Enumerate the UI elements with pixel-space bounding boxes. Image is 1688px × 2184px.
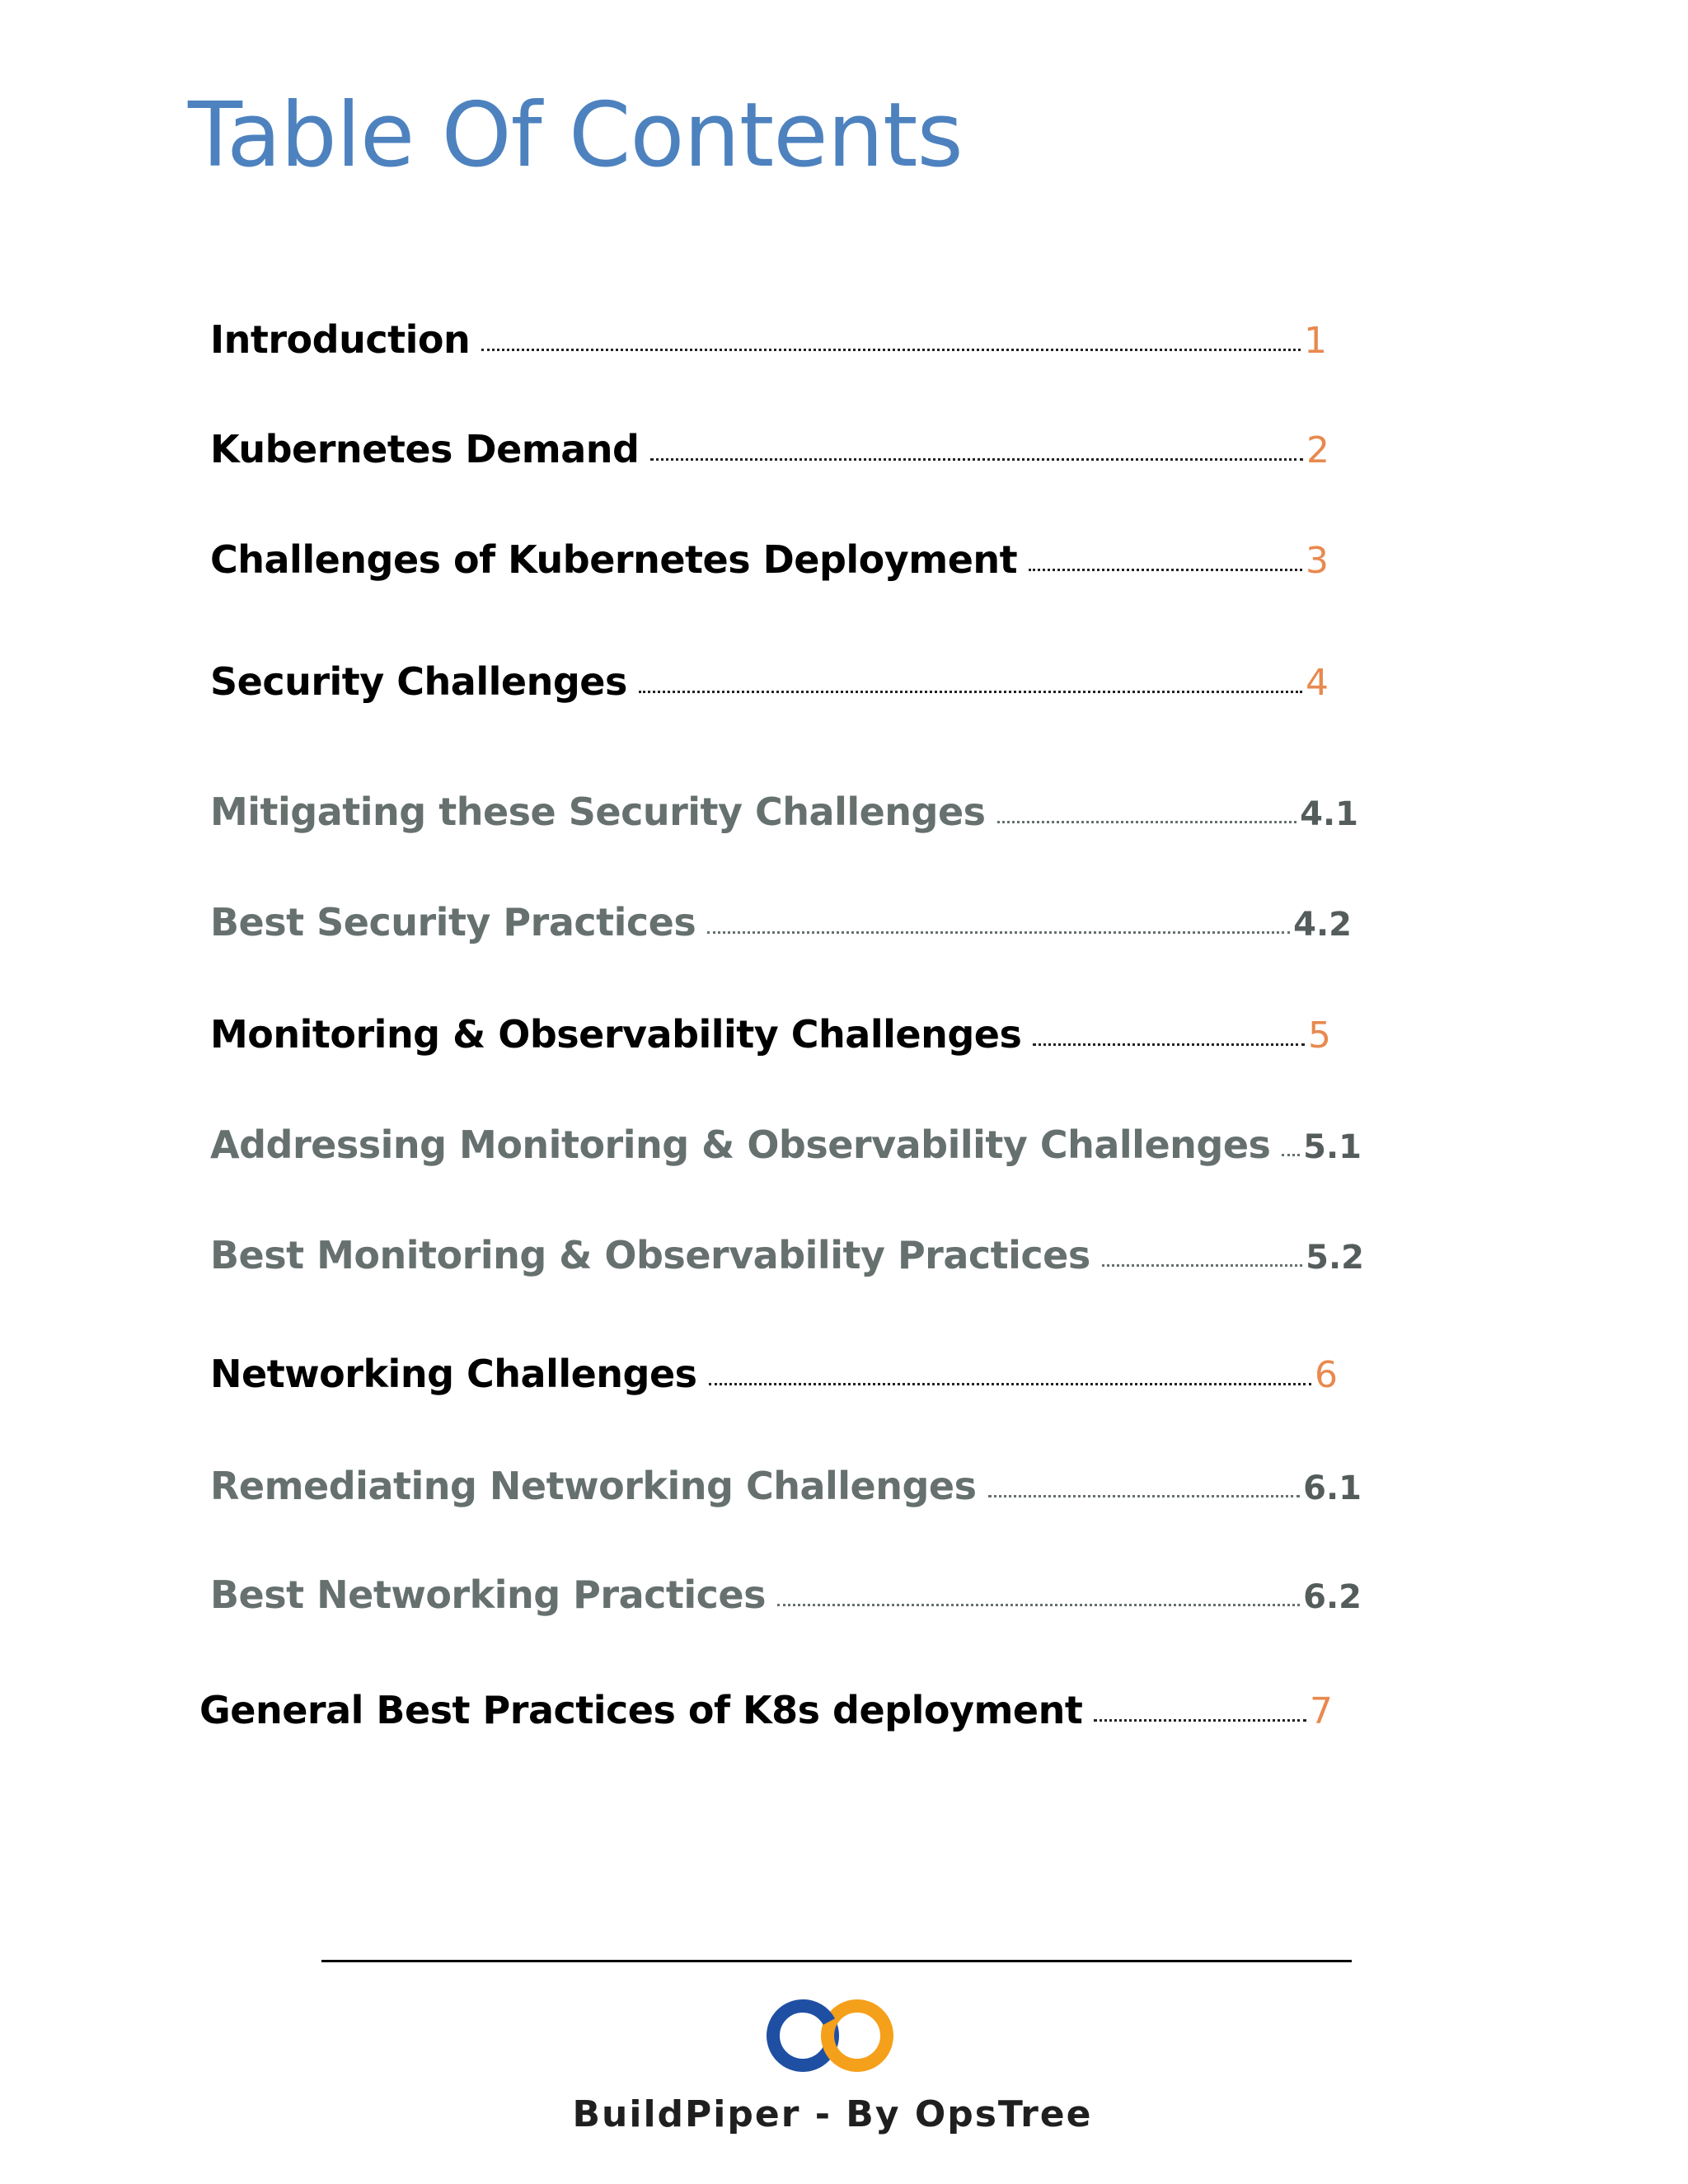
toc-page-number: 5.2 xyxy=(1306,1239,1364,1277)
dot-leader xyxy=(988,1495,1301,1497)
dot-leader xyxy=(1094,1719,1306,1722)
toc-subentry-addressing-monitoring[interactable] xyxy=(210,1122,1362,1175)
toc-entry-label: Introduction xyxy=(210,317,471,362)
toc-page-number: 4.1 xyxy=(1300,795,1358,833)
toc-entry-label: Best Security Practices xyxy=(210,900,696,944)
page-title: Table Of Contents xyxy=(188,84,963,187)
toc-entry-label: Best Networking Practices xyxy=(210,1572,766,1617)
toc-entry-label: Kubernetes Demand xyxy=(210,427,640,471)
toc-entry-label: Mitigating these Security Challenges xyxy=(210,790,986,834)
dot-leader xyxy=(1282,1154,1300,1156)
toc-entry-label: Networking Challenges xyxy=(210,1352,697,1396)
toc-page-number: 5.1 xyxy=(1303,1128,1362,1166)
toc-entry-general-best-practices[interactable] xyxy=(199,1688,1333,1741)
dot-leader xyxy=(1102,1264,1302,1267)
dot-leader xyxy=(777,1604,1300,1606)
toc-page-number: 2 xyxy=(1306,429,1329,471)
toc-entry-label: Challenges of Kubernetes Deployment xyxy=(210,537,1018,582)
footer-divider xyxy=(321,1960,1352,1962)
toc-page-number: 6.1 xyxy=(1303,1469,1362,1507)
toc-subentry-remediating-networking[interactable] xyxy=(210,1464,1362,1516)
toc-entry-kubernetes-demand[interactable] xyxy=(210,427,1329,480)
dot-leader xyxy=(1033,1043,1305,1046)
dot-leader xyxy=(481,349,1301,351)
toc-entry-label: Best Monitoring & Observability Practices xyxy=(210,1233,1090,1277)
dot-leader xyxy=(707,931,1290,934)
toc-subentry-mitigating-security[interactable] xyxy=(210,790,1358,842)
toc-page-number: 6.2 xyxy=(1303,1578,1362,1616)
toc-subentry-best-networking[interactable] xyxy=(210,1572,1362,1625)
toc-entry-security-challenges[interactable] xyxy=(210,659,1329,712)
toc-entry-challenges-deployment[interactable] xyxy=(210,537,1329,590)
toc-page-number: 5 xyxy=(1308,1015,1331,1057)
toc-page-number: 1 xyxy=(1304,320,1327,362)
toc-page-number: 3 xyxy=(1306,540,1329,582)
toc-entry-introduction[interactable] xyxy=(210,317,1327,370)
toc-subentry-best-security[interactable] xyxy=(210,900,1352,953)
toc-subentry-best-monitoring[interactable] xyxy=(210,1233,1364,1286)
toc-entry-label: General Best Practices of K8s deployment xyxy=(199,1688,1083,1732)
dot-leader xyxy=(709,1383,1311,1385)
toc-entry-label: Addressing Monitoring & Observability Challenges xyxy=(210,1122,1271,1167)
infinity-rings-logo-icon xyxy=(760,1994,900,2077)
dot-leader xyxy=(997,821,1297,823)
toc-page-number: 4.2 xyxy=(1293,906,1352,944)
toc-page-number: 6 xyxy=(1315,1354,1338,1396)
toc-entry-label: Remediating Networking Challenges xyxy=(210,1464,977,1508)
toc-entry-label: Security Challenges xyxy=(210,659,627,704)
footer-brand-text: BuildPiper - By OpsTree xyxy=(572,2093,1093,2135)
toc-entry-networking-challenges[interactable] xyxy=(210,1352,1338,1404)
toc-page-number: 7 xyxy=(1310,1690,1333,1732)
toc-entry-label: Monitoring & Observability Challenges xyxy=(210,1012,1022,1057)
toc-entry-monitoring-observability[interactable] xyxy=(210,1012,1331,1065)
toc-page-number: 4 xyxy=(1306,662,1329,704)
dot-leader xyxy=(650,458,1303,461)
dot-leader xyxy=(639,691,1302,693)
dot-leader xyxy=(1029,569,1302,571)
